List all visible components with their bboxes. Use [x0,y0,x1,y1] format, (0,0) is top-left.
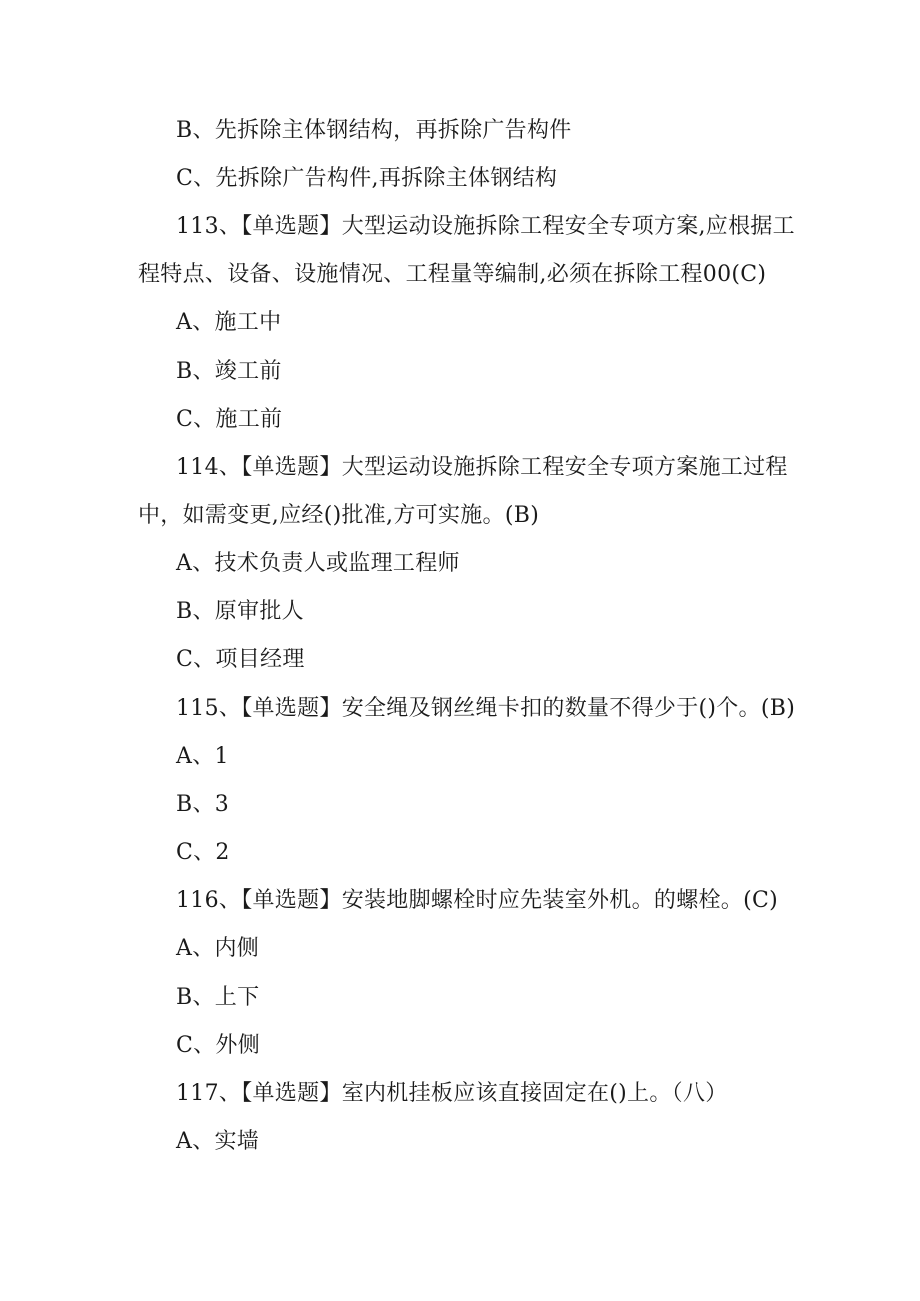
question-114-continued: 中，如需变更,应经()批准,方可实施。(B) [138,503,540,528]
option-c-ad-first: C、先拆除广告构件,再拆除主体钢结构 [176,166,558,191]
q115-option-a: A、1 [176,744,229,769]
option-b-steel-first: B、先拆除主体钢结构，再拆除广告构件 [176,118,572,143]
q115-option-c: C、2 [176,840,230,865]
q113-option-b: B、竣工前 [176,359,282,384]
q114-option-a: A、技术负责人或监理工程师 [176,551,460,576]
q113-option-c: C、施工前 [176,407,283,432]
question-113-continued: 程特点、设备、设施情况、工程量等编制,必须在拆除工程00(C) [138,262,767,287]
q116-option-a: A、内侧 [176,936,260,961]
question-114: 114、【单选题】大型运动设施拆除工程安全专项方案施工过程 [176,455,788,480]
question-113: 113、【单选题】大型运动设施拆除工程安全专项方案,应根据工 [176,214,795,239]
q113-option-a: A、施工中 [176,310,282,335]
q114-option-b: B、原审批人 [176,599,304,624]
q117-option-a: A、实墙 [176,1129,260,1154]
question-117: 117、【单选题】室内机挂板应该直接固定在()上。（八） [176,1081,728,1106]
q116-option-b: B、上下 [176,985,260,1010]
question-115: 115、【单选题】安全绳及钢丝绳卡扣的数量不得少于()个。(B) [176,696,796,721]
question-116: 116、【单选题】安装地脚螺栓时应先装室外机。的螺栓。(C) [176,888,778,913]
q116-option-c: C、外侧 [176,1033,261,1058]
q114-option-c: C、项目经理 [176,647,305,672]
q115-option-b: B、3 [176,792,230,817]
